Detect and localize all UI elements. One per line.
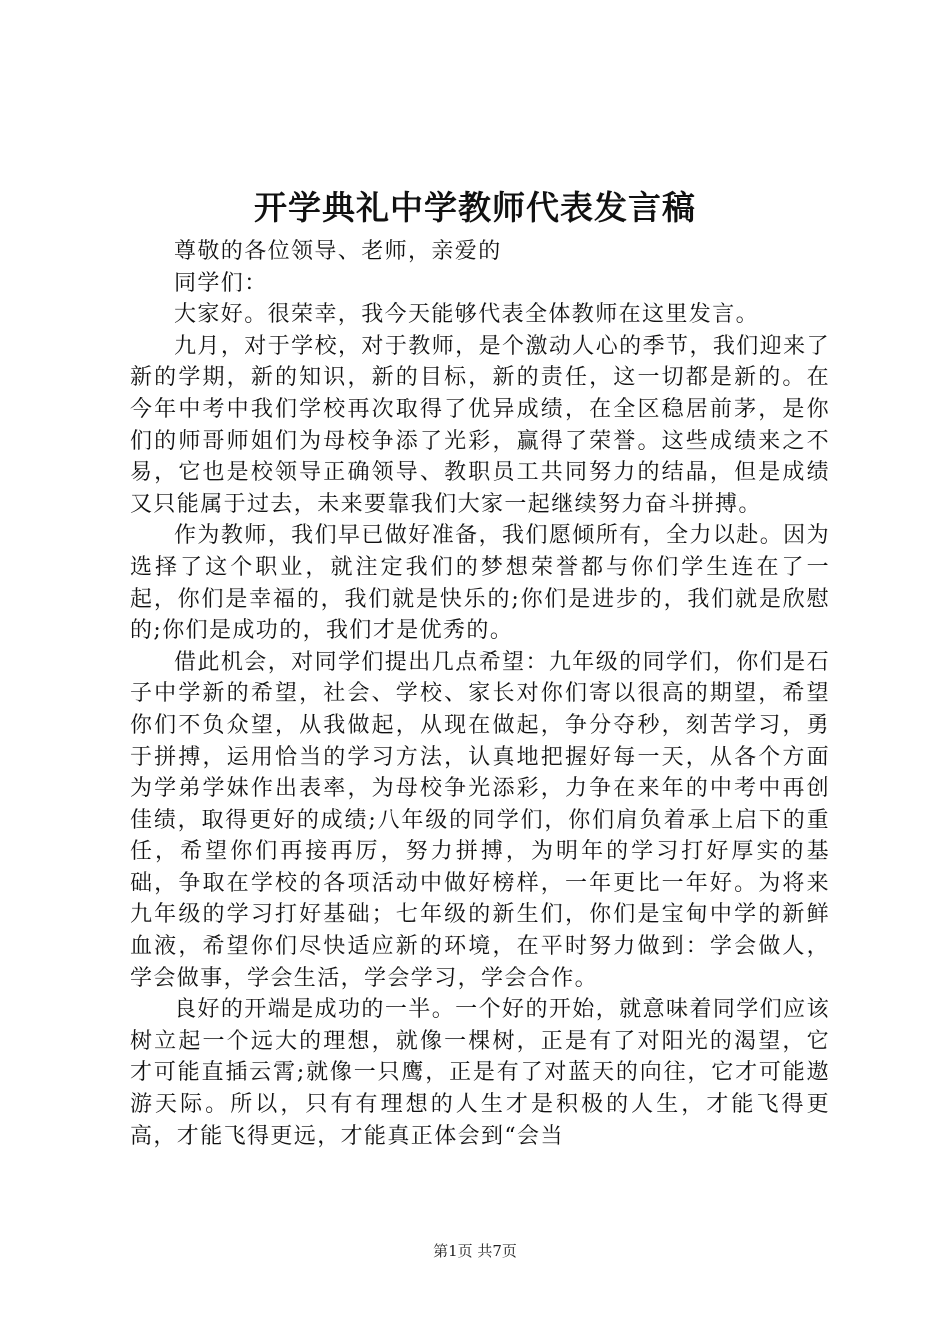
paragraph: 作为教师，我们早已做好准备，我们愿倾所有，全力以赴。因为选择了这个职业，就注定我们的梦想荣誉都与你们学生连在了一起，你们是幸福的，我们就是快乐的;你们是进步的，我们就是欣慰的;你们是成功的，我们才是优秀的。 bbox=[130, 523, 830, 644]
greeting-line: 尊敬的各位领导、老师，亲爱的 bbox=[174, 239, 502, 264]
paragraph: 借此机会，对同学们提出几点希望：九年级的同学们，你们是石子中学新的希望，社会、学校、家长对你们寄以很高的期望，希望你们不负众望，从我做起，从现在做起，争分夺秒，刻苦学习，勇于拼搏，运用恰当的学习方法，认真地把握好每一天，从各个方面为学弟学妹作出表率，为母校争光添彩，力争在来年的中考中再创佳绩，取得更好的成绩;八年级的同学们，你们肩负着承上启下的重任，希望你们再接再厉，努力拼搏，为明年的学习打好厚实的基础，争取在学校的各项活动中做好榜样，一年更比一年好。为将来九年级的学习打好基础；七年级的新生们，你们是宝甸中学的新鲜血液，希望你们尽快适应新的环境，在平时努力做到：学会做人，学会做事，学会生活，学会学习，学会合作。 bbox=[130, 649, 830, 991]
paragraph: 大家好。很荣幸，我今天能够代表全体教师在这里发言。 bbox=[174, 302, 760, 328]
paragraph: 九月，对于学校，对于教师，是个激动人心的季节，我们迎来了新的学期，新的知识，新的目标，新的责任，这一切都是新的。在今年中考中我们学校再次取得了优异成绩，在全区稳居前茅，是你们的师哥师姐们为母校争添了光彩，赢得了荣誉。这些成绩来之不易，它也是校领导正确领导、教职员工共同努力的结晶，但是成绩又只能属于过去，未来要靠我们大家一起继续努力奋斗拼搏。 bbox=[130, 333, 830, 517]
greeting-line: 同学们： bbox=[174, 270, 268, 296]
paragraph: 良好的开端是成功的一半。一个好的开始，就意味着同学们应该树立起一个远大的理想，就像一棵树，正是有了对阳光的渴望，它才可能直插云霄;就像一只鹰，正是有了对蓝天的向往，它才可能遨游天际。所以，只有有理想的人生才是积极的人生，才能飞得更高，才能飞得更远，才能真正体会到“会当 bbox=[130, 997, 830, 1149]
document-body bbox=[130, 236, 830, 1152]
page-number-footer: 第1页 共7页 bbox=[433, 1242, 517, 1260]
document-title: 开学典礼中学教师代表发言稿 bbox=[254, 188, 696, 227]
